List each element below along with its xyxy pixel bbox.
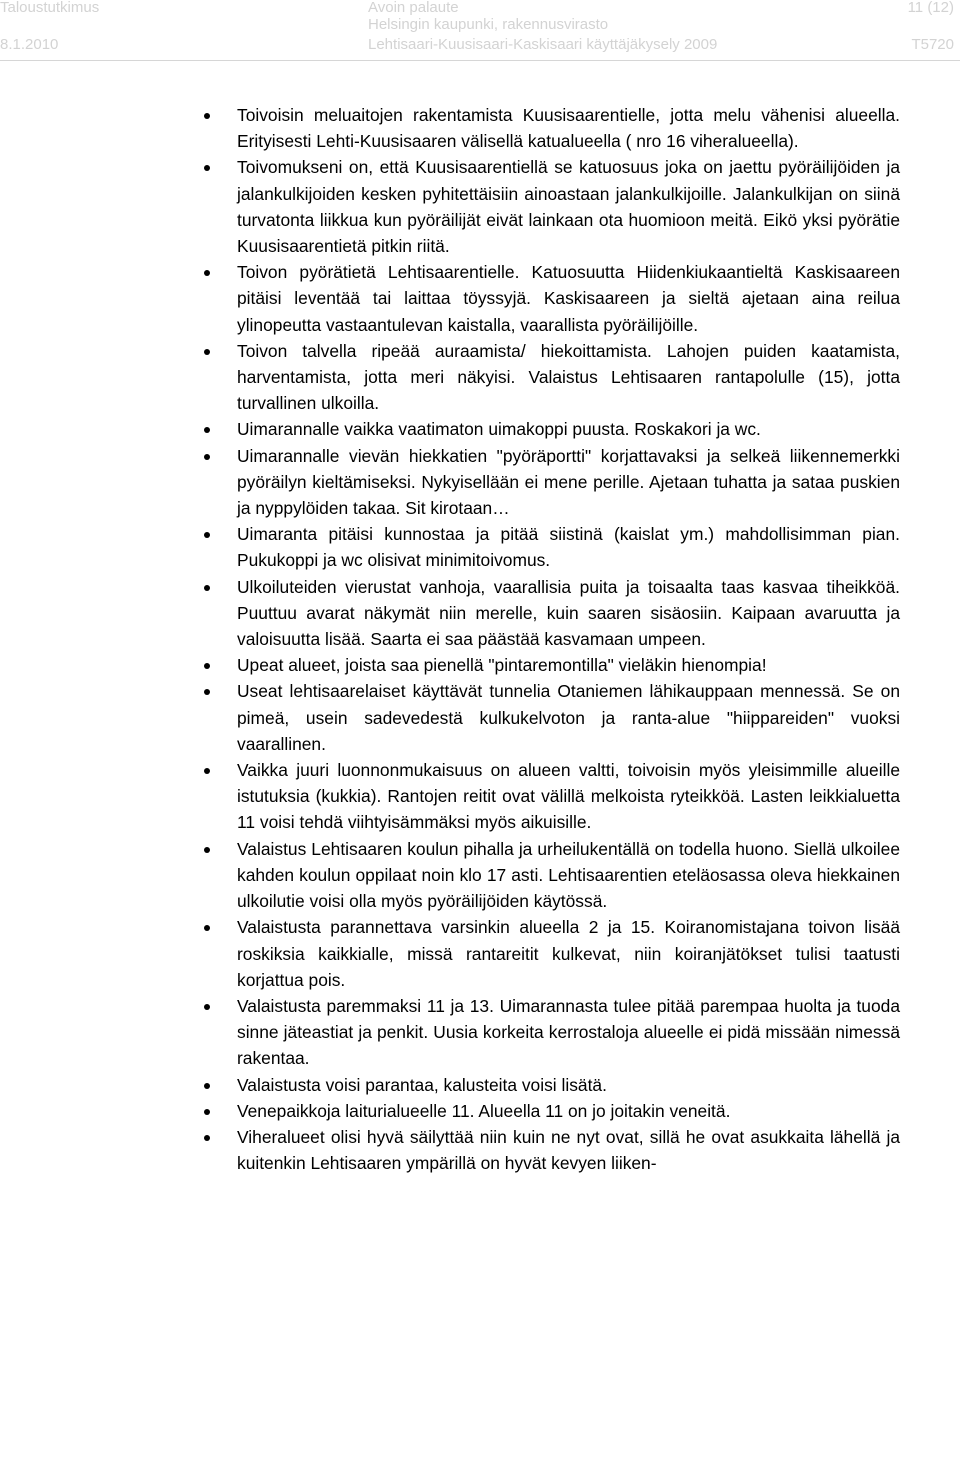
feedback-text: Uimarannalle vievän hiekkatien "pyöräportti" korjattavaksi ja selkeä liikennemerkki pyöräilyn kieltämiseksi. Nykyisellään ei mene perille. Ajetaan tuhatta ja sataa puskien ja nyppylöiden takaa. Sit kirotaan… <box>237 445 900 519</box>
feedback-list <box>0 102 960 1176</box>
bullet-icon <box>204 270 210 276</box>
feedback-item <box>0 757 900 836</box>
feedback-item <box>0 1124 900 1176</box>
feedback-text: Toivon pyörätietä Lehtisaarentielle. Katuosuutta Hiidenkiukaantieltä Kaskisaareen pitäisi leventää tai laittaa töyssyjä. Kaskisaareen ja sieltä ajetaan aina reilua ylinopeutta vastaantulevan kaistalla, vaarallista pyöräilijöille. <box>237 262 900 335</box>
bullet-icon <box>204 427 210 433</box>
bullet-icon <box>204 585 210 591</box>
feedback-item <box>0 154 900 259</box>
feedback-item <box>0 914 900 993</box>
bullet-icon <box>204 113 210 119</box>
feedback-item <box>0 652 900 678</box>
bullet-icon <box>204 165 210 171</box>
bullet-icon <box>204 847 210 853</box>
feedback-text: Venepaikkoja laiturialueelle 11. Alueella 11 on jo joitakin veneitä. <box>237 1100 731 1121</box>
feedback-item <box>0 102 900 154</box>
bullet-icon <box>204 1109 210 1115</box>
feedback-text: Toivon talvella ripeää auraamista/ hiekoittamista. Lahojen puiden kaatamista, harventamista, jotta meri näkyisi. Valaistus Lehtisaaren rantapolulle (15), jotta turvallinen ulkoilla. <box>237 340 900 414</box>
header-page-number: 11 (12) <box>907 0 954 16</box>
header-date: 8.1.2010 <box>0 36 59 53</box>
feedback-item <box>0 574 900 653</box>
feedback-item <box>0 443 900 522</box>
feedback-text: Valaistusta paremmaksi 11 ja 13. Uimarannasta tulee pitää parempaa huolta ja tuoda sinne jäteastiat ja penkit. Uusia korkeita kerrostaloja alueelle ei pidä missään nimessä rakentaa. <box>237 995 900 1069</box>
header-report-title: Avoin palaute <box>368 0 459 16</box>
feedback-item <box>0 678 900 757</box>
feedback-text: Upeat alueet, joista saa pienellä "pintaremontilla" vieläkin hienompia! <box>237 655 767 676</box>
bullet-icon <box>204 768 210 774</box>
bullet-icon <box>204 1135 210 1141</box>
feedback-text: Vaikka juuri luonnonmukaisuus on alueen valtti, toivoisin myös yleisimmille alueille istutuksia (kukkia). Rantojen reitit ovat välillä melkoista ryteikköä. Lasten leikkialuetta 11 voisi tehdä viihtyisämmäksi myös aikuisille. <box>237 760 900 833</box>
bullet-icon <box>204 1004 210 1010</box>
bullet-icon <box>204 663 210 669</box>
header-organization: Helsingin kaupunki, rakennusvirasto <box>368 16 609 33</box>
bullet-icon <box>204 349 210 355</box>
feedback-text: Uimaranta pitäisi kunnostaa ja pitää siistinä (kaislat ym.) mahdollisimman pian. Pukukoppi ja wc olisivat minimitoivomus. <box>237 524 900 571</box>
feedback-item <box>0 521 900 573</box>
feedback-text: Viheralueet olisi hyvä säilyttää niin kuin ne nyt ovat, sillä he ovat asukkaita lähellä ja kuitenkin Lehtisaaren ympärillä on hyvät kevyen liiken- <box>237 1126 900 1174</box>
feedback-text: Uimarannalle vaikka vaatimaton uimakoppi puusta. Roskakori ja wc. <box>237 419 761 440</box>
header-company: Taloustutkimus <box>0 0 100 16</box>
feedback-text: Toivoisin meluaitojen rakentamista Kuusisaarentielle, jotta melu vähenisi alueella. Erityisesti Lehti-Kuusisaaren välisellä katualueella ( nro 16 viheralueella). <box>237 105 900 152</box>
feedback-item <box>0 1098 900 1124</box>
feedback-content <box>0 102 960 1176</box>
feedback-text: Useat lehtisaarelaiset käyttävät tunnelia Otaniemen lähikauppaan mennessä. Se on pimeä, usein sadevedestä kulkukelvoton ja ranta-alue "hiippareiden" vuoksi vaarallinen. <box>237 681 900 754</box>
header-survey-name: Lehtisaari-Kuusisaari-Kaskisaari käyttäjäkysely 2009 <box>368 36 718 53</box>
feedback-item <box>0 993 900 1072</box>
feedback-item <box>0 1072 900 1098</box>
feedback-item <box>0 338 900 417</box>
bullet-icon <box>204 454 210 460</box>
feedback-text: Valaistusta voisi parantaa, kalusteita voisi lisätä. <box>237 1074 607 1095</box>
feedback-text: Ulkoiluteiden vierustat vanhoja, vaarallisia puita ja toisaalta taas kasvaa tiheikköä. Puuttuu avarat näkymät niin merelle, kuin saaren sisäosiin. Kaipaan avaruutta ja valoisuutta lisää. Saarta ei saa päästää kasvamaan umpeen. <box>237 576 900 650</box>
feedback-text: Valaistusta parannettava varsinkin alueella 2 ja 15. Koiranomistajana toivon lisää roskiksia kaikkialle, missä rantareitit kulkevat, niin koiranjätökset tulisi taatusti korjattua pois. <box>237 917 900 990</box>
bullet-icon <box>204 925 210 931</box>
feedback-item <box>0 836 900 915</box>
bullet-icon <box>204 689 210 695</box>
header-report-code: T5720 <box>911 36 954 53</box>
feedback-item <box>0 416 900 442</box>
feedback-item <box>0 259 900 338</box>
feedback-text: Toivomukseni on, että Kuusisaarentiellä se katuosuus joka on jaettu pyöräilijöiden ja jalankulkijoiden kesken pyhitettäisiin ainoastaan jalankulkijoille. Jalankulkijan on siinä turvatonta liikkua kun pyöräilijät eivät lainkaan ota huomioon meitä. Eikö yksi pyörätie Kuusisaarentietä pitkin riitä. <box>237 157 900 257</box>
bullet-icon <box>204 532 210 538</box>
page-header <box>0 0 960 61</box>
feedback-text: Valaistus Lehtisaaren koulun pihalla ja urheilukentällä on todella huono. Siellä ulkoilee kahden koulun oppilaat noin klo 17 asti. Lehtisaarentien eteläosassa oleva hiekkainen ulkoilutie voisi olla myös pyöräilijöiden käytössä. <box>237 838 900 912</box>
bullet-icon <box>204 1083 210 1089</box>
